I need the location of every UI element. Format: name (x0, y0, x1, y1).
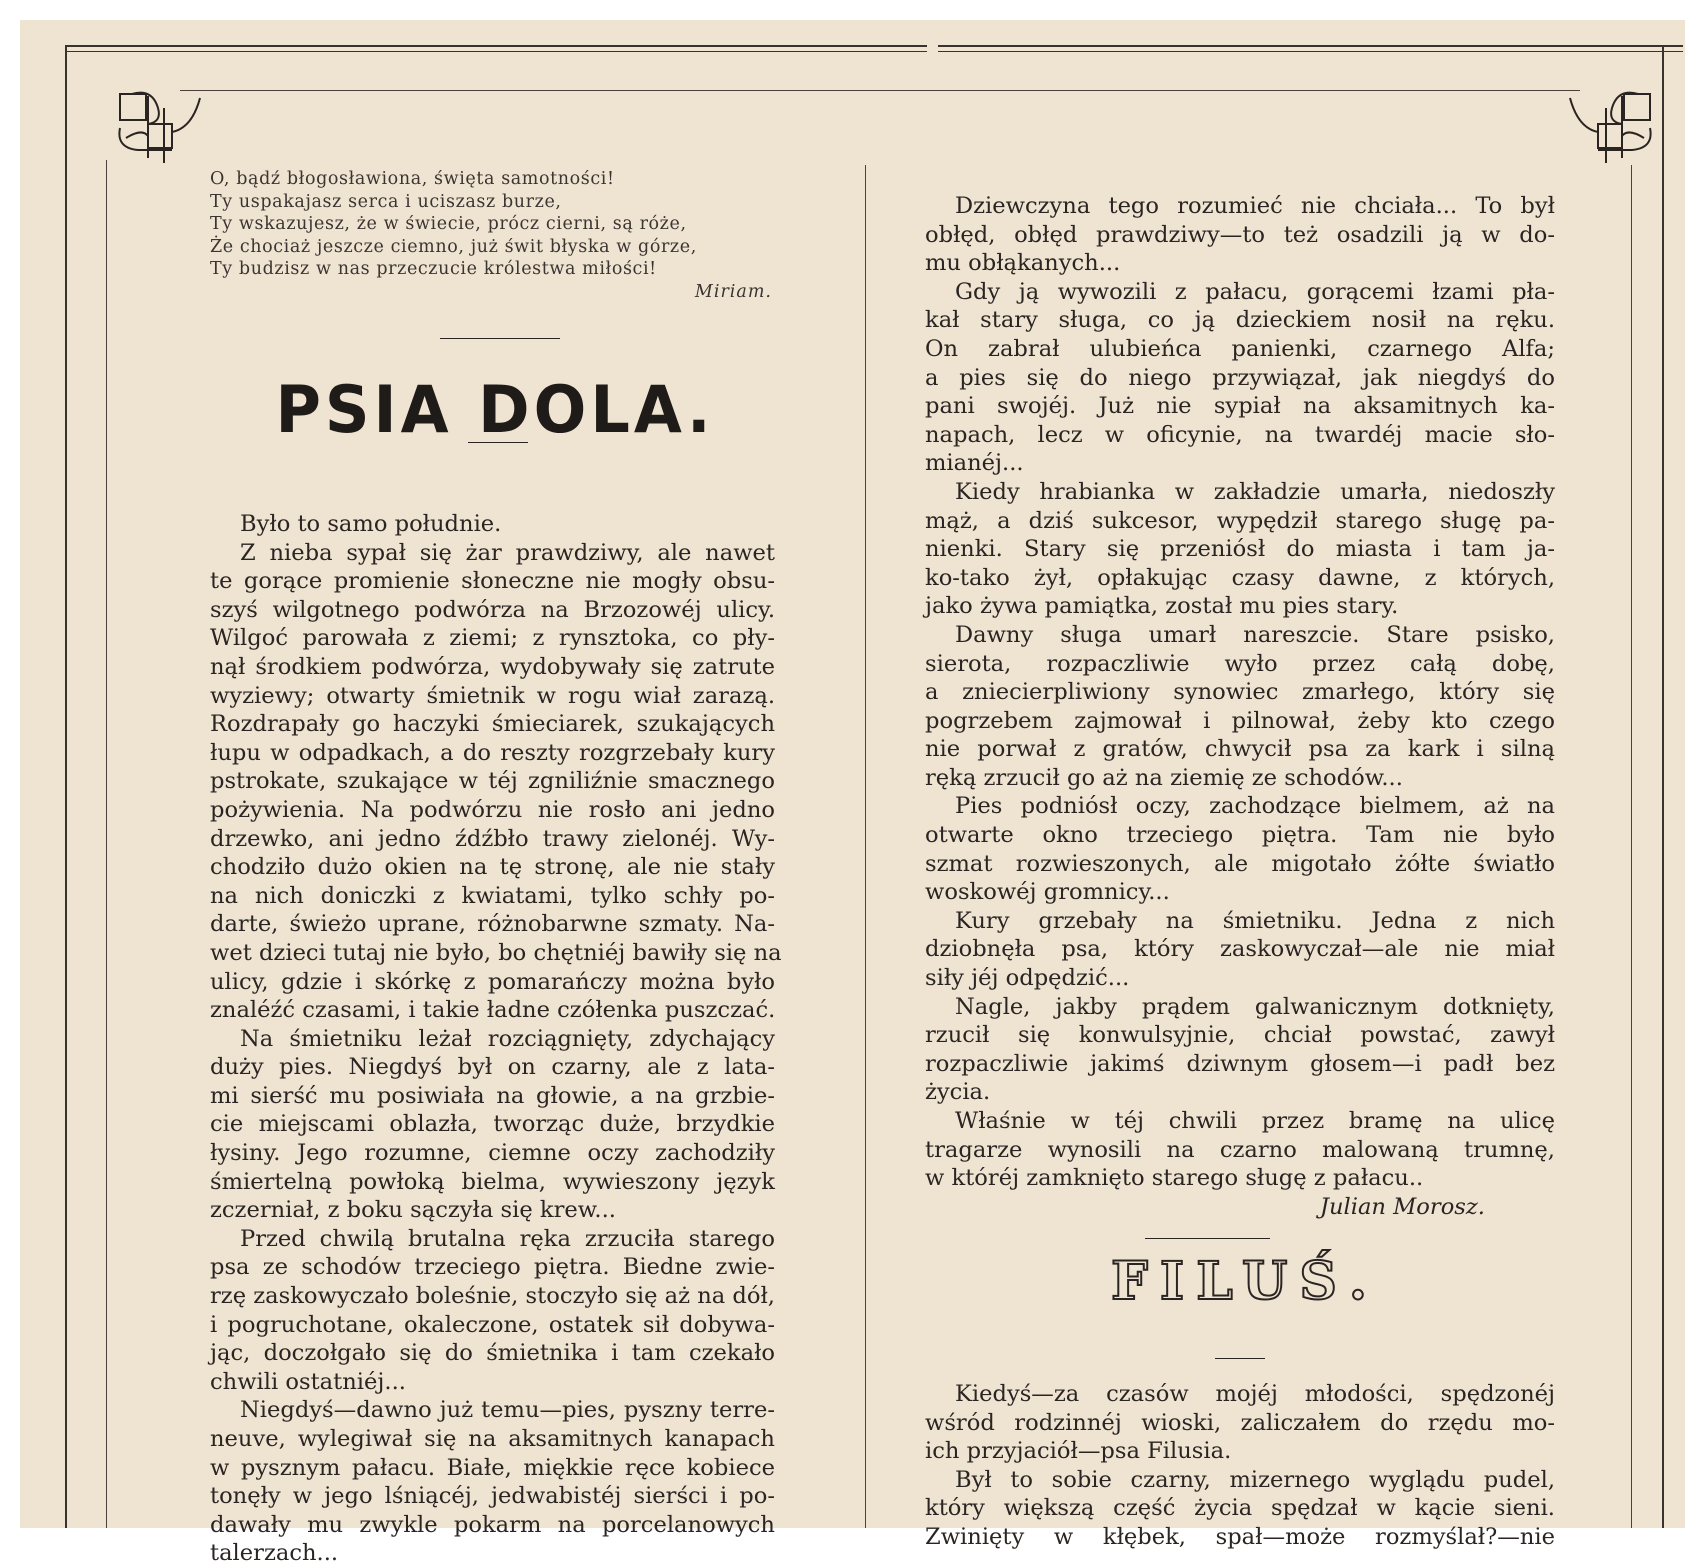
title-psia-dola: PSIA DOLA. (275, 371, 715, 448)
text-line: Pies podniósł oczy, zachodzące bielmem, aż na (955, 793, 1555, 820)
text-line: szyś wilgotnego podwórza na Brzozowéj ulicy. (210, 596, 775, 623)
corner-ornament-left-icon (112, 88, 202, 168)
text-line: i pogruchotane, okaleczone, ostatek sił dobywa- (210, 1311, 775, 1338)
text-line: ko-tako żył, opłakując czasy dawne, z których, (925, 564, 1555, 591)
text-line: rozpaczliwie jakimś dziwnym głosem—i padł bez (925, 1050, 1555, 1077)
text-line: chodziło dużo okien na tę stronę, ale nie stały (210, 854, 775, 881)
text-line: mi sierść mu posiwiała na głowie, a na grzbie- (210, 1082, 775, 1109)
text-line: Z nieba sypał się żar prawdziwy, ale nawet (240, 539, 775, 566)
text-line: życia. (925, 1079, 991, 1106)
story1-author: Julian Morosz. (1319, 1193, 1485, 1220)
left-column-border (106, 160, 107, 1528)
text-line: który większą część życia spędzał w kącie sieni. (925, 1495, 1555, 1522)
text-line: nie porwał z gratów, chwycił psa za kark i silną (925, 736, 1555, 763)
corner-ornament-right-icon (1568, 88, 1658, 168)
text-line: w pysznym pałacu. Białe, miękkie ręce kobiece (210, 1454, 775, 1481)
text-line: znaléźć czasami, i takie ładne czółenka puszczać. (210, 997, 776, 1024)
text-line: Zwinięty w kłębek, spał—może rozmyślał?—nie (925, 1523, 1555, 1550)
text-line: sierota, rozpaczliwie wyło przez całą dobę, (925, 650, 1555, 677)
text-line: Dawny sługa umarł nareszcie. Stare psisko, (955, 621, 1555, 648)
text-line: jako żywa pamiątka, został mu pies stary. (925, 593, 1399, 620)
text-line: Rozdrapały go haczyki śmieciarek, szukających (210, 711, 775, 738)
title-underline (468, 442, 528, 443)
text-line: Kiedyś—za czasów mojéj młodości, spędzonéj (955, 1381, 1555, 1407)
text-line: psa ze schodów trzeciego piętra. Biedne zwie- (210, 1254, 775, 1281)
text-line: mąż, a dziś sukcesor, wypędził starego sługę pa- (925, 507, 1555, 534)
column-divider (865, 165, 866, 1528)
top-double-rule-right (938, 45, 1683, 52)
text-line: Był to sobie czarny, mizernego wyglądu pudel, (955, 1466, 1555, 1493)
text-line: drzewko, ani jedno źdźbło trawy zielonéj. Wy- (210, 825, 775, 852)
text-line: tragarze wynosili na czarno malowaną trumnę, (925, 1136, 1555, 1163)
right-column-border (1631, 165, 1632, 1528)
newspaper-page (20, 20, 1685, 1567)
text-line: wet dzieci tutaj nie było, bo chętniéj bawiły się na (210, 939, 782, 966)
text-line: jąc, doczołgało się do śmietnika i tam czekało (210, 1340, 775, 1367)
text-line: Kury grzebały na śmietniku. Jedna z nich (955, 907, 1555, 934)
text-line: talerzach... (210, 1540, 339, 1567)
text-line: darte, świeżo uprane, różnobarwne szmaty. Na- (210, 911, 775, 938)
inner-top-rule (180, 90, 1580, 91)
text-line: łysiny. Jego rozumne, ciemne oczy zachodziły (210, 1140, 775, 1167)
poem-line: Że chociaż jeszcze ciemno, już świt błyska w górze, (210, 236, 697, 257)
text-line: ulicy, gdzie i skórkę z pomarańczy można było (210, 968, 775, 995)
text-line: dawały mu zwykle pokarm na porcelanowych (210, 1511, 775, 1538)
text-line: Gdy ją wywozili z pałacu, gorącemi łzami pła- (955, 278, 1555, 305)
frame-left-border (65, 45, 67, 1528)
text-line: nął środkiem podwórza, wydobywały się zatrute (210, 653, 775, 680)
text-line: zczerniał, z boku sączyła się krew... (210, 1197, 616, 1224)
text-line: chwili ostatniéj... (210, 1368, 406, 1395)
text-line: Niegdyś—dawno już temu—pies, pyszny terre- (240, 1397, 775, 1424)
text-line: pogrzebem zajmował i pilnował, żeby kto czego (925, 707, 1555, 734)
poem (210, 168, 780, 303)
text-line: obłęd, obłęd prawdziwy—to też osadzili ją w do- (925, 221, 1555, 248)
title-underline (1215, 1358, 1265, 1359)
text-line: wśród rodzinnéj wioski, zaliczałem do rzędu mo- (925, 1409, 1555, 1436)
text-line: w któréj zamknięto starego sługę z pałacu.. (925, 1165, 1424, 1192)
text-line: cie miejscami oblazła, tworząc duże, brzydkie (210, 1111, 775, 1138)
text-line: szmat rozwieszonych, ale migotało żółte światło (925, 850, 1555, 877)
text-line: Było to samo południe. (240, 511, 502, 537)
text-line: na nich doniczki z kwiatami, tylko schły po- (210, 882, 775, 909)
text-line: Nagle, jakby prądem galwanicznym dotknięty, (955, 993, 1555, 1020)
text-line: ręką zrzucił go aż na ziemię ze schodów... (925, 764, 1403, 791)
text-line: dziobnęła psa, który zaskowyczał—ale nie miał (925, 936, 1555, 963)
frame-right-border (1662, 45, 1664, 1528)
text-line: otwarte okno trzeciego piętra. Tam nie było (925, 822, 1555, 849)
separator-rule (1145, 1238, 1270, 1239)
poem-line: Ty budzisz w nas przeczucie królestwa miłości! (210, 259, 657, 279)
title-filus: FILUŚ. (1111, 1251, 1379, 1312)
text-line: pstrokate, szukające w téj zgniliźnie smacznego (210, 768, 775, 795)
text-line: siły jéj odpędzić... (925, 965, 1130, 992)
text-line: rzę zaskowyczało boleśnie, stoczyło się aż na dół, (210, 1283, 775, 1310)
story2-column (925, 1380, 1555, 1552)
text-line: Właśnie w téj chwili przez bramę na ulicę (955, 1108, 1555, 1134)
text-line: a zniecierpliwiony synowiec zmarłego, który się (925, 679, 1555, 706)
text-line: mianéj... (925, 450, 1024, 477)
story1-right-column (925, 192, 1555, 1221)
separator-rule (440, 338, 560, 339)
text-line: a pies się do niego przywiązał, jak niegdyś do (925, 364, 1555, 391)
poem-line: Ty uspakajasz serca i uciszasz burze, (210, 191, 562, 212)
text-line: Na śmietniku leżał rozciągnięty, zdychający (240, 1025, 775, 1052)
text-line: pani swojéj. Już nie sypiał na aksamitnych ka- (925, 393, 1555, 420)
poem-line: Ty wskazujesz, że w świecie, prócz cierni, są róże, (210, 214, 687, 234)
text-line: rzucił się konwulsyjnie, chciał powstać, zawył (925, 1022, 1555, 1049)
text-line: ich przyjaciół—psa Filusia. (925, 1438, 1232, 1465)
text-line: Kiedy hrabianka w zakładzie umarła, niedoszły (955, 478, 1555, 505)
text-line: tonęły w jego lśniącéj, jedwabistéj sierści i po- (210, 1483, 775, 1510)
text-line: te gorące promienie słoneczne nie mogły obsu- (210, 568, 775, 595)
text-line: woskowéj gromnicy... (925, 879, 1170, 906)
text-line: kał stary sługa, co ją dzieckiem nosił na ręku. (925, 307, 1555, 334)
text-line: śmiertelną powłoką bielma, wywieszony język (210, 1168, 775, 1195)
text-line: łupu w odpadkach, a do reszty rozgrzebały kury (210, 739, 775, 766)
story1-left-column (210, 510, 782, 1568)
text-line: neuve, wylegiwał się na aksamitnych kanapach (210, 1426, 775, 1452)
text-line: nienki. Stary się przeniósł do miasta i tam ja- (925, 536, 1555, 563)
text-line: pożywienia. Na podwórzu nie rosło ani jedno (210, 796, 775, 823)
text-line: Przed chwilą brutalna ręka zrzuciła starego (240, 1225, 775, 1252)
text-line: On zabrał ulubieńca panienki, czarnego Alfa; (925, 335, 1555, 362)
poem-line: O, bądź błogosławiona, święta samotności! (210, 169, 615, 189)
text-line: wyziewy; otwarty śmietnik w rogu wiał zarazą. (210, 682, 775, 709)
poem-author: Miriam. (694, 281, 772, 302)
text-line: Wilgoć parowała z ziemi; z rynsztoka, co pły- (210, 625, 775, 652)
text-line: mu obłąkanych... (925, 250, 1121, 277)
text-line: napach, lecz w oficynie, na twardéj macie sło- (925, 421, 1555, 448)
top-double-rule-left (65, 45, 927, 52)
text-line: duży pies. Niegdyś był on czarny, ale z lata- (210, 1054, 775, 1081)
text-line: Dziewczyna tego rozumieć nie chciała... To był (955, 193, 1555, 219)
